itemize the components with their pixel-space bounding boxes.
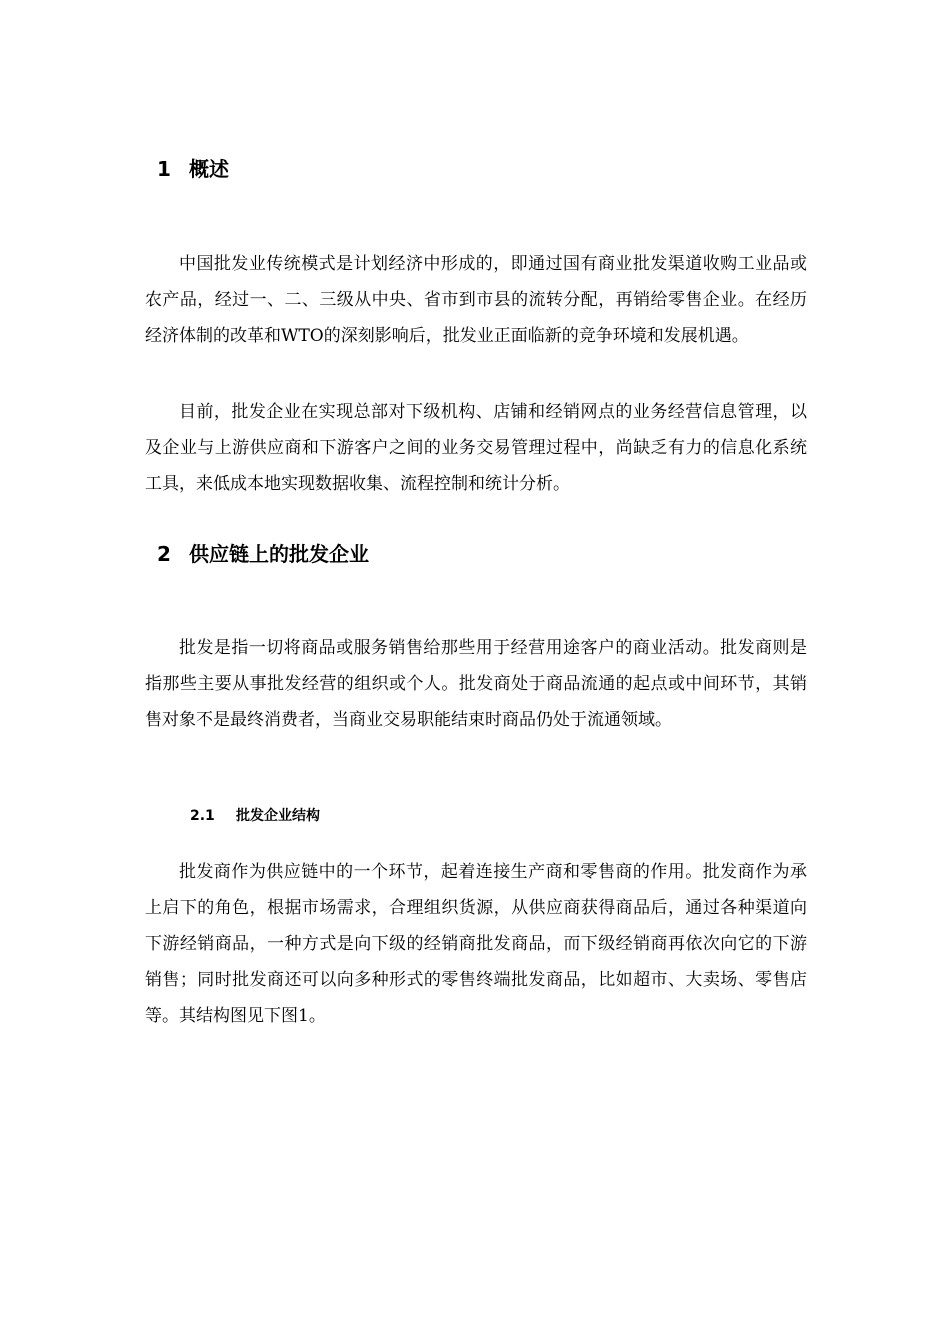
section-2-heading xyxy=(157,540,369,568)
subsection-2-1-paragraph-1: 批发商作为供应链中的一个环节，起着连接生产商和零售商的作用。批发商作为承上启下的角色，根据市场需求，合理组织货源，从供应商获得商品后，通过各种渠道向下游经销商品，一种方式是向下级的经销商批发商品，而下级经销商再依次向它的下游销售；同时批发商还可以向多种形式的零售终端批发商品，比如超市、大卖场、零售店等。其结构图见下图1。 xyxy=(145,862,807,1026)
section-1-paragraph-1: 中国批发业传统模式是计划经济中形成的，即通过国有商业批发渠道收购工业品或农产品，经过一、二、三级从中央、省市到市县的流转分配，再销给零售企业。在经历经济体制的改革和WTO的深刻影响后，批发业正面临新的竞争环境和发展机遇。 xyxy=(145,254,807,346)
subsection-2-1-title: 批发企业结构 xyxy=(236,808,320,824)
section-2-paragraph-1: 批发是指一切将商品或服务销售给那些用于经营用途客户的商业活动。批发商则是指那些主要从事批发经营的组织或个人。批发商处于商品流通的起点或中间环节，其销售对象不是最终消费者，当商业交易职能结束时商品仍处于流通领域。 xyxy=(145,638,807,730)
section-2-title: 供应链上的批发企业 xyxy=(189,542,369,566)
section-2-number: 2 xyxy=(157,542,171,566)
section-1-title: 概述 xyxy=(189,157,229,181)
section-1-paragraph-2: 目前，批发企业在实现总部对下级机构、店铺和经销网点的业务经营信息管理，以及企业与上游供应商和下游客户之间的业务交易管理过程中，尚缺乏有力的信息化系统工具，来低成本地实现数据收集、流程控制和统计分析。 xyxy=(145,402,807,494)
subsection-2-1-number: 2.1 xyxy=(190,808,215,824)
section-1-number: 1 xyxy=(157,157,171,181)
section-1-heading xyxy=(157,155,229,183)
subsection-2-1-heading xyxy=(190,806,320,826)
